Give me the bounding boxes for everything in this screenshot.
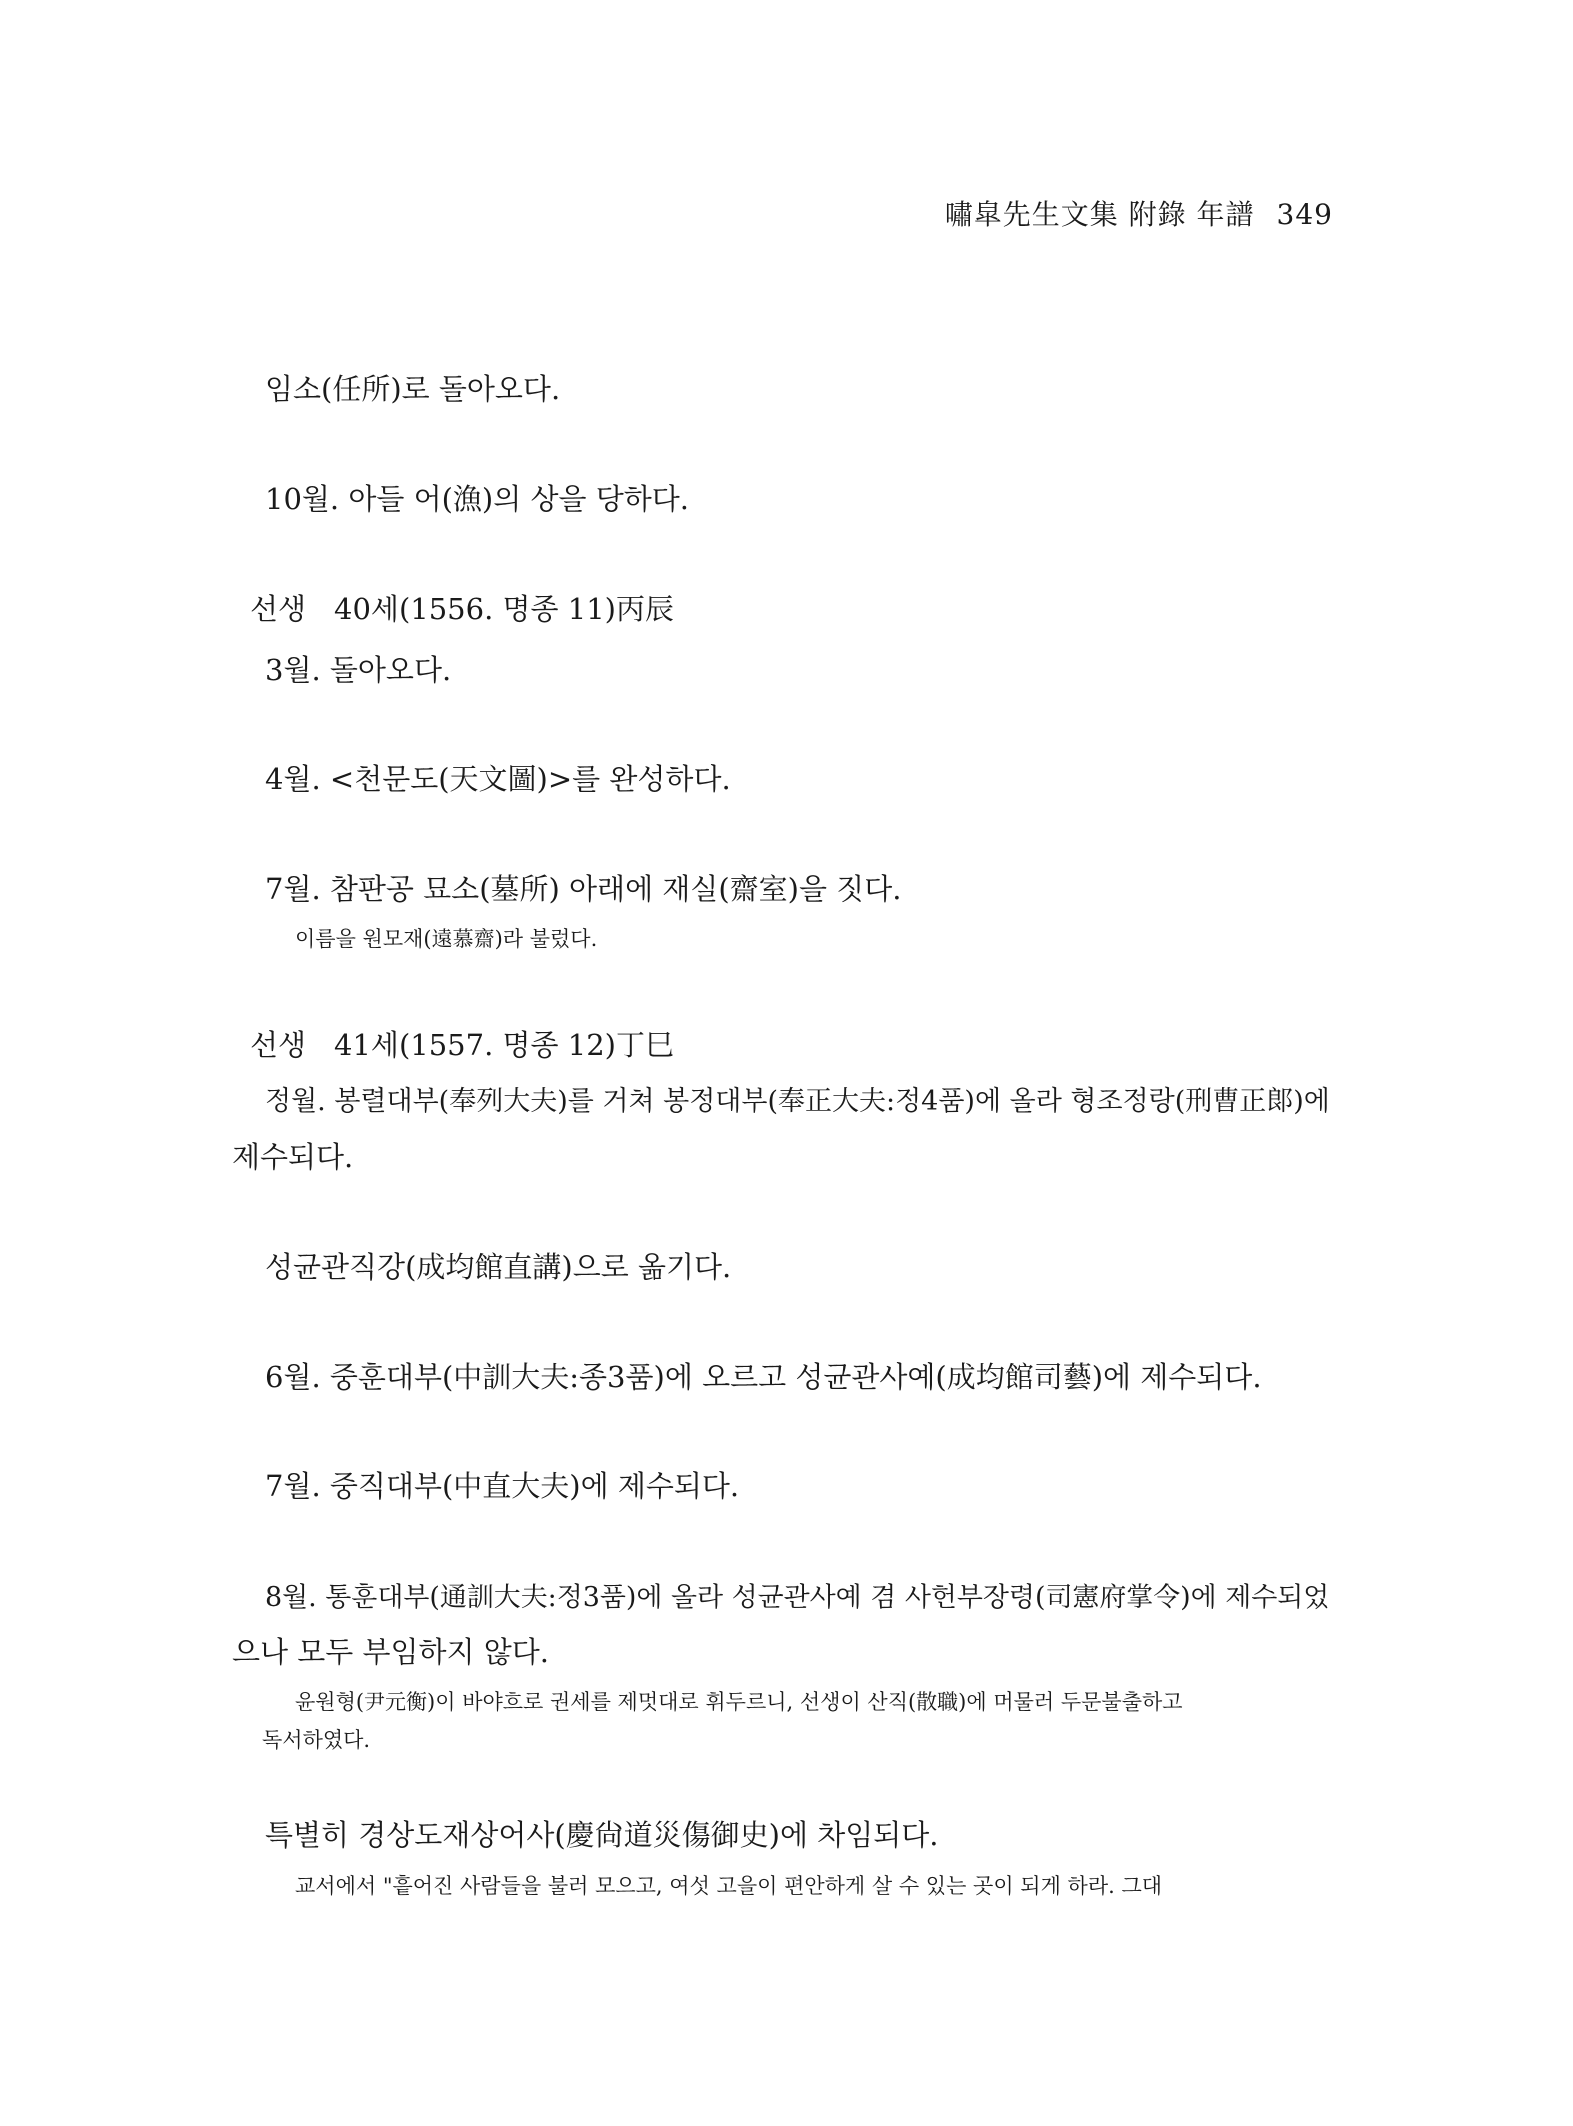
year-heading-label: 선생 — [250, 592, 307, 626]
year-heading-age: 41세(1557. 명종 12)丁巳 — [334, 1028, 674, 1062]
entry-june: 6월. 중훈대부(中訓大夫:종3품)에 오르고 성균관사예(成均館司藝)에 제수되다. — [265, 1360, 1262, 1394]
entry-special-envoy: 특별히 경상도재상어사(慶尙道災傷御史)에 차임되다. — [265, 1818, 939, 1852]
note-shrine-name: 이름을 원모재(遠慕齋)라 불렀다. — [295, 927, 598, 951]
entry-return-to-post: 임소(任所)로 돌아오다. — [265, 372, 561, 406]
note-yun-wonhyeong-line2: 독서하였다. — [262, 1728, 371, 1752]
entry-march-return: 3월. 돌아오다. — [265, 653, 452, 687]
note-yun-wonhyeong-line1: 윤원형(尹元衡)이 바야흐로 권세를 제멋대로 휘두르니, 선생이 산직(散職)에 머물러 두문불출하고 — [295, 1690, 1183, 1714]
entry-star-chart: 4월. <천문도(天文圖)>를 완성하다. — [265, 762, 731, 796]
entry-august-line1: 8월. 통훈대부(通訓大夫:정3품)에 올라 성균관사예 겸 사헌부장령(司憲府掌令)에 제수되었 — [265, 1582, 1330, 1613]
entry-first-month-line1: 정월. 봉렬대부(奉列大夫)를 거쳐 봉정대부(奉正大夫:정4품)에 올라 형조정랑(刑曹正郞)에 — [265, 1086, 1330, 1117]
entry-july: 7월. 중직대부(中直大夫)에 제수되다. — [265, 1469, 740, 1503]
year-heading-age-41 — [250, 1023, 674, 1064]
entry-august-line2: 으나 모두 부임하지 않다. — [232, 1635, 550, 1669]
entry-shrine-building: 7월. 참판공 묘소(墓所) 아래에 재실(齋室)을 짓다. — [265, 872, 902, 906]
year-heading-age: 40세(1556. 명종 11)丙辰 — [334, 592, 674, 626]
page-number: 349 — [1276, 198, 1333, 231]
note-royal-edict: 교서에서 "흩어진 사람들을 불러 모으고, 여섯 고을이 편안하게 살 수 있는 곳이 되게 하라. 그대 — [295, 1874, 1163, 1898]
entry-first-month-line2: 제수되다. — [232, 1140, 354, 1174]
year-heading-age-40 — [250, 587, 674, 628]
year-heading-label: 선생 — [250, 1028, 307, 1062]
entry-son-death: 10월. 아들 어(漁)의 상을 당하다. — [265, 482, 689, 516]
running-head — [945, 193, 1333, 233]
entry-sungkyunkwan-lecturer: 성균관직강(成均館直講)으로 옮기다. — [265, 1250, 732, 1284]
book-title: 嘯皐先生文集 附錄 年譜 — [944, 198, 1255, 231]
